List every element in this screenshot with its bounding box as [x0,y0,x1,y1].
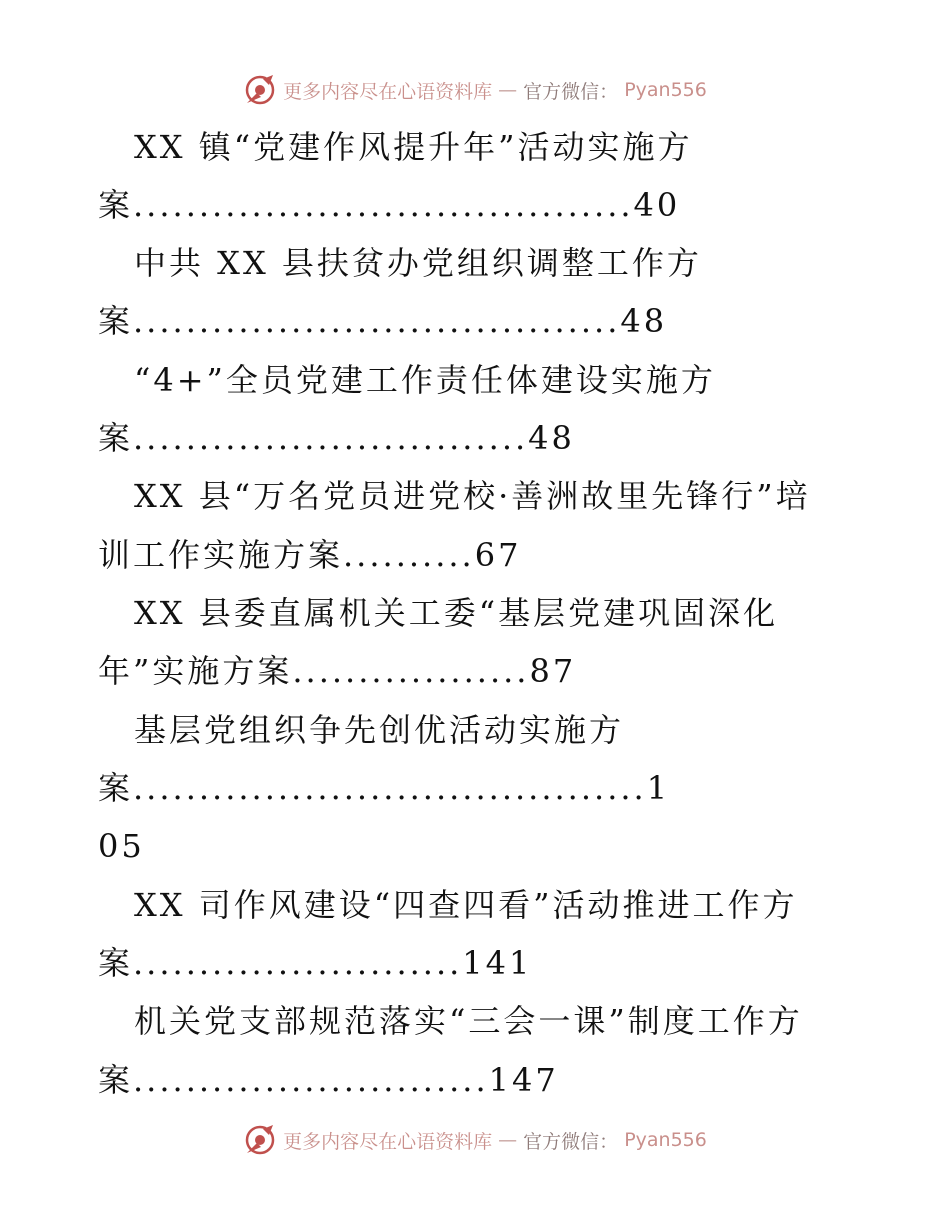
toc-line: 案.....................................48 [98,302,668,340]
toc-line: 机关党支部规范落实“三会一课”制度工作方 [134,1002,803,1040]
watermark-left-text: 更多内容尽在心语资料库 [283,80,493,103]
quill-seal-icon [243,73,277,107]
toc-line: 05 [98,827,145,865]
toc-line: “4+”全员党建工作责任体建设实施方 [134,361,716,399]
toc-line: 训工作实施方案..........67 [98,536,522,574]
watermark-footer [0,1120,950,1160]
toc-line: 中共 XX 县扶贫办党组织调整工作方 [134,244,702,282]
toc-line: 案......................................40 [98,186,681,224]
toc-line: 案...........................147 [98,1061,559,1099]
toc-line: 案.........................141 [98,944,533,982]
toc-line: 案..............................48 [98,419,575,457]
toc-line: 基层党组织争先创优活动实施方 [134,711,625,749]
watermark-right-text: 官方微信： [523,1130,619,1153]
quill-seal-icon [243,1123,277,1157]
watermark-wechat-id: Pyan556 [624,79,707,101]
watermark-wechat-id: Pyan556 [624,1129,707,1151]
watermark-dash: — [498,79,518,101]
watermark-dash: — [498,1129,518,1151]
toc-line: XX 镇“党建作风提升年”活动实施方 [134,128,693,166]
toc-line: 案.......................................1 [98,769,671,807]
watermark-right-text: 官方微信： [523,80,619,103]
toc-line: XX 县委直属机关工委“基层党建巩固深化 [134,594,779,632]
watermark-left-text: 更多内容尽在心语资料库 [283,1130,493,1153]
toc-line: XX 县“万名党员进党校·善洲故里先锋行”培 [134,477,811,515]
watermark-header [0,70,950,110]
toc-line: 年”实施方案..................87 [98,652,577,690]
toc-line: XX 司作风建设“四查四看”活动推进工作方 [134,886,798,924]
